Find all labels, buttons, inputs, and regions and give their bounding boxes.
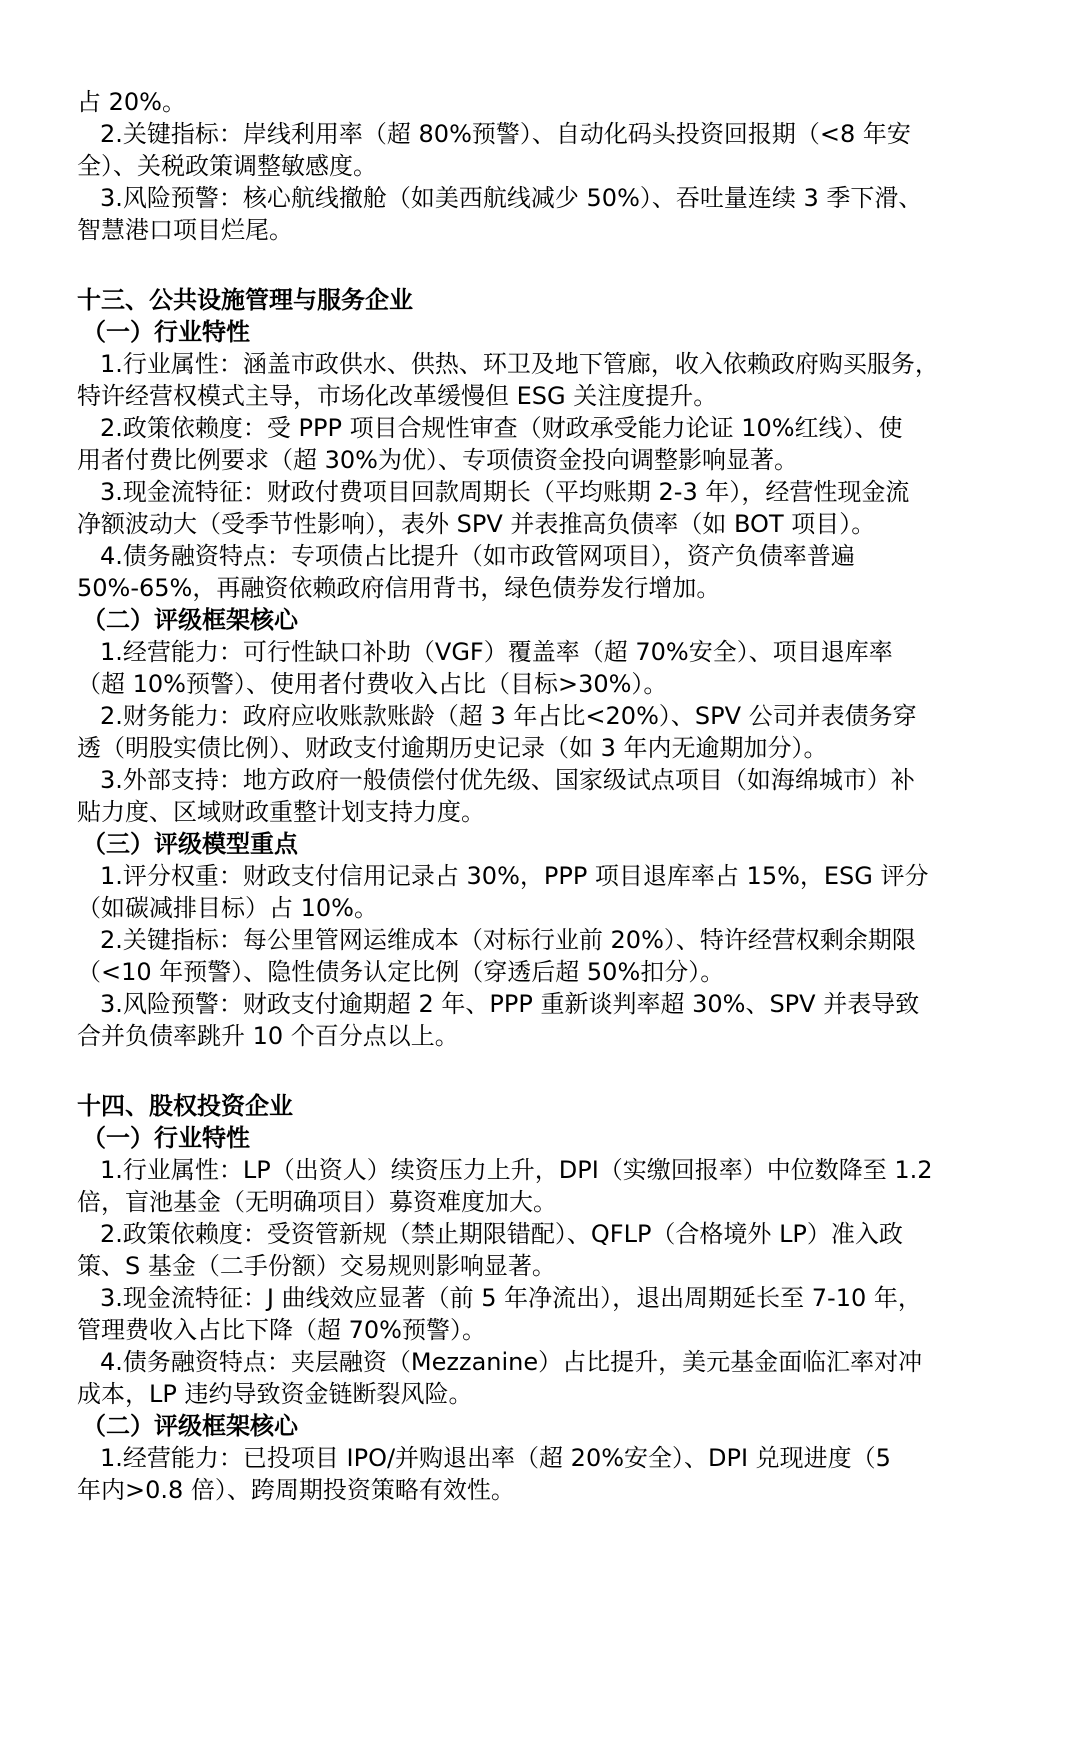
text-line: （<10 年预警）、隐性债务认定比例（穿透后超 50%扣分）。 (77, 958, 725, 986)
text-line: 1.经营能力：已投项目 IPO/并购退出率（超 20%安全）、DPI 兑现进度（5 (100, 1444, 891, 1472)
text-line: 特许经营权模式主导，市场化改革缓慢但 ESG 关注度提升。 (77, 382, 718, 410)
text-line: 合并负债率跳升 10 个百分点以上。 (77, 1022, 459, 1050)
text-line: 3.外部支持：地方政府一般债偿付优先级、国家级试点项目（如海绵城市）补 (100, 766, 915, 794)
text-line: 年内>0.8 倍）、跨周期投资策略有效性。 (77, 1476, 515, 1504)
text-line: 贴力度、区域财政重整计划支持力度。 (77, 798, 485, 826)
text-line: 倍，盲池基金（无明确项目）募资难度加大。 (77, 1188, 557, 1216)
text-line: 4.债务融资特点：专项债占比提升（如市政管网项目），资产负债率普遍 (100, 542, 855, 570)
subsection-heading: （二）评级框架核心 (82, 606, 298, 634)
text-line: 全）、关税政策调整敏感度。 (77, 152, 377, 180)
text-line: 3.现金流特征：财政付费项目回款周期长（平均账期 2-3 年），经营性现金流 (100, 478, 910, 506)
text-line: 占 20%。 (77, 88, 186, 116)
text-line: 1.评分权重：财政支付信用记录占 30%，PPP 项目退库率占 15%，ESG 评分 (100, 862, 929, 890)
text-line: 3.现金流特征：J 曲线效应显著（前 5 年净流出），退出周期延长至 7-10 年， (100, 1284, 922, 1312)
subsection-heading: （一）行业特性 (82, 1124, 250, 1152)
text-line: 成本，LP 违约导致资金链断裂风险。 (77, 1380, 473, 1408)
text-line: 4.债务融资特点：夹层融资（Mezzanine）占比提升，美元基金面临汇率对冲 (100, 1348, 923, 1376)
text-line: 用者付费比例要求（超 30%为优）、专项债资金投向调整影响显著。 (77, 446, 798, 474)
text-line: 策、S 基金（二手份额）交易规则影响显著。 (77, 1252, 556, 1280)
subsection-heading: （二）评级框架核心 (82, 1412, 298, 1440)
section-heading: 十三、公共设施管理与服务企业 (77, 286, 413, 314)
subsection-heading: （一）行业特性 (82, 318, 250, 346)
text-line: 50%-65%，再融资依赖政府信用背书，绿色债券发行增加。 (77, 574, 721, 602)
subsection-heading: （三）评级模型重点 (82, 830, 298, 858)
text-line: 2.财务能力：政府应收账款账龄（超 3 年占比<20%）、SPV 公司并表债务穿 (100, 702, 917, 730)
text-line: 透（明股实债比例）、财政支付逾期历史记录（如 3 年内无逾期加分）。 (77, 734, 828, 762)
text-line: 1.行业属性：涵盖市政供水、供热、环卫及地下管廊，收入依赖政府购买服务， (100, 350, 939, 378)
text-line: 智慧港口项目烂尾。 (77, 216, 293, 244)
text-line: 1.经营能力：可行性缺口补助（VGF）覆盖率（超 70%安全）、项目退库率 (100, 638, 893, 666)
text-line: 2.政策依赖度：受资管新规（禁止期限错配）、QFLP（合格境外 LP）准入政 (100, 1220, 903, 1248)
section-heading: 十四、股权投资企业 (77, 1092, 293, 1120)
text-line: 管理费收入占比下降（超 70%预警）。 (77, 1316, 486, 1344)
text-line: 3.风险预警：核心航线撤舱（如美西航线减少 50%）、吞吐量连续 3 季下滑、 (100, 184, 923, 212)
text-line: 2.政策依赖度：受 PPP 项目合规性审查（财政承受能力论证 10%红线）、使 (100, 414, 903, 442)
text-line: 1.行业属性：LP（出资人）续资压力上升，DPI（实缴回报率）中位数降至 1.2 (100, 1156, 933, 1184)
text-line: 2.关键指标：每公里管网运维成本（对标行业前 20%）、特许经营权剩余期限 (100, 926, 916, 954)
text-line: 2.关键指标：岸线利用率（超 80%预警）、自动化码头投资回报期（<8 年安 (100, 120, 911, 148)
text-line: 净额波动大（受季节性影响），表外 SPV 并表推高负债率（如 BOT 项目）。 (77, 510, 876, 538)
text-line: （如碳减排目标）占 10%。 (77, 894, 378, 922)
text-line: （超 10%预警）、使用者付费收入占比（目标>30%）。 (77, 670, 668, 698)
text-line: 3.风险预警：财政支付逾期超 2 年、PPP 重新谈判率超 30%、SPV 并表导致 (100, 990, 920, 1018)
